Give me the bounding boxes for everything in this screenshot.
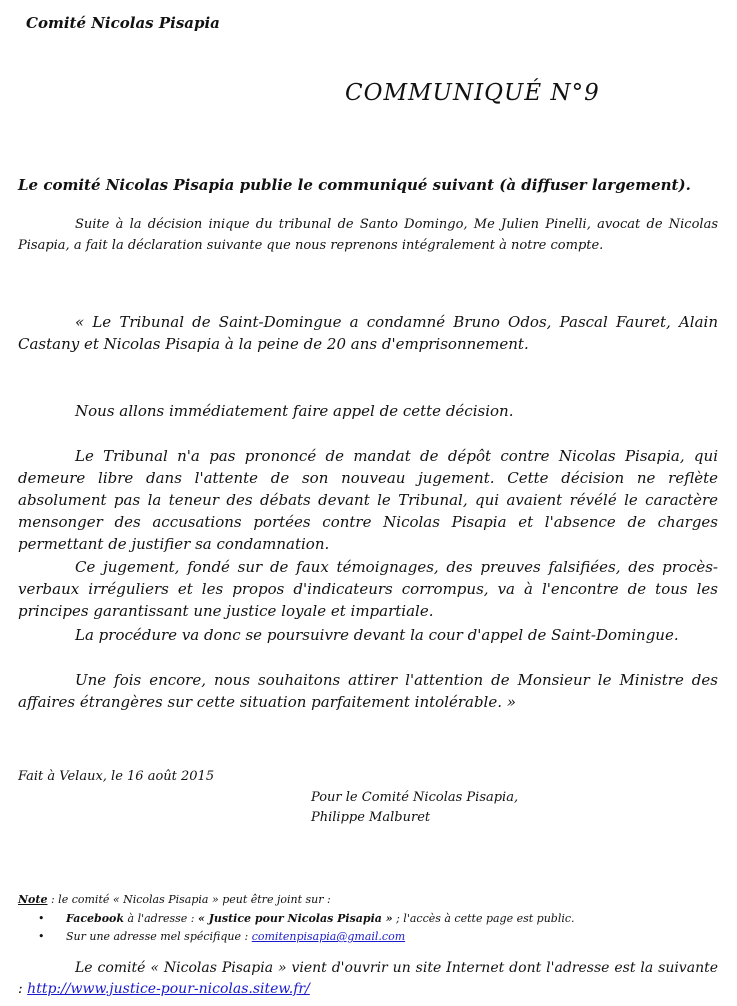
email-text: Sur une adresse mel spécifique : (66, 930, 252, 943)
page-title: COMMUNIQUÉ N°9 (345, 80, 600, 106)
statement-paragraph-5: La procédure va donc se poursuivre devant la cour d'appel de Saint-Domingue. (75, 626, 679, 644)
facebook-page-name: « Justice pour Nicolas Pisapia » (198, 912, 393, 925)
signature-block (311, 788, 518, 828)
header-organization: Comité Nicolas Pisapia (26, 14, 220, 32)
website-link[interactable]: http://www.justice-pour-nicolas.sitew.fr/ (27, 981, 310, 997)
statement-paragraph-3: Le Tribunal n'a pas prononcé de mandat de dépôt contre Nicolas Pisapia, qui demeure libre dans l'attente de son nouveau jugement. Cette décision ne reflète absolument pas la teneur des débats devant le Tribunal, qui avaient révélé le caractère mensonger des accusations portées contre Nicolas Pisapia et l'absence de charges permettant de justifier sa condamnation. (18, 447, 718, 553)
intro-heading: Le comité Nicolas Pisapia publie le communiqué suivant (à diffuser largement). (18, 176, 691, 194)
website-text: Le comité « Nicolas Pisapia » vient d'ouvrir un site Internet dont l'adresse est la suivante : (18, 960, 718, 997)
contact-list (38, 910, 575, 946)
note-line (18, 893, 331, 906)
signature-name: Philippe Malburet (311, 810, 431, 825)
place-date: Fait à Velaux, le 16 août 2015 (18, 769, 215, 784)
statement-paragraph-2: Nous allons immédiatement faire appel de cette décision. (75, 402, 514, 420)
facebook-label: Facebook (66, 912, 125, 925)
statement-paragraph-4: Ce jugement, fondé sur de faux témoignages, des preuves falsifiées, des procès-verbaux irréguliers et les propos d'indicateurs corrompus, va à l'encontre de tous les principes garantissant une justice loyale et impartiale. (18, 558, 718, 620)
intro-paragraph: Suite à la décision inique du tribunal de Santo Domingo, Me Julien Pinelli, avocat de Nicolas Pisapia, a fait la déclaration suivante que nous reprenons intégralement à notre compte. (18, 217, 718, 253)
list-item (38, 910, 575, 928)
email-link[interactable]: comitenpisapia@gmail.com (251, 930, 406, 943)
facebook-end: ; l'accès à cette page est public. (392, 912, 575, 925)
note-label: Note (18, 893, 48, 906)
statement-paragraph-6: Une fois encore, nous souhaitons attirer l'attention de Monsieur le Ministre des affaires étrangères sur cette situation parfaitement intolérable. » (18, 671, 718, 711)
statement-paragraph-1: « Le Tribunal de Saint-Domingue a condamné Bruno Odos, Pascal Fauret, Alain Castany et Nicolas Pisapia à la peine de 20 ans d'emprisonnement. (18, 313, 718, 353)
website-paragraph (18, 958, 718, 1000)
list-item (38, 928, 575, 946)
note-text: : le comité « Nicolas Pisapia » peut être joint sur : (47, 893, 331, 906)
facebook-mid: à l'adresse : (124, 912, 198, 925)
signature-line-1: Pour le Comité Nicolas Pisapia, (311, 790, 519, 805)
